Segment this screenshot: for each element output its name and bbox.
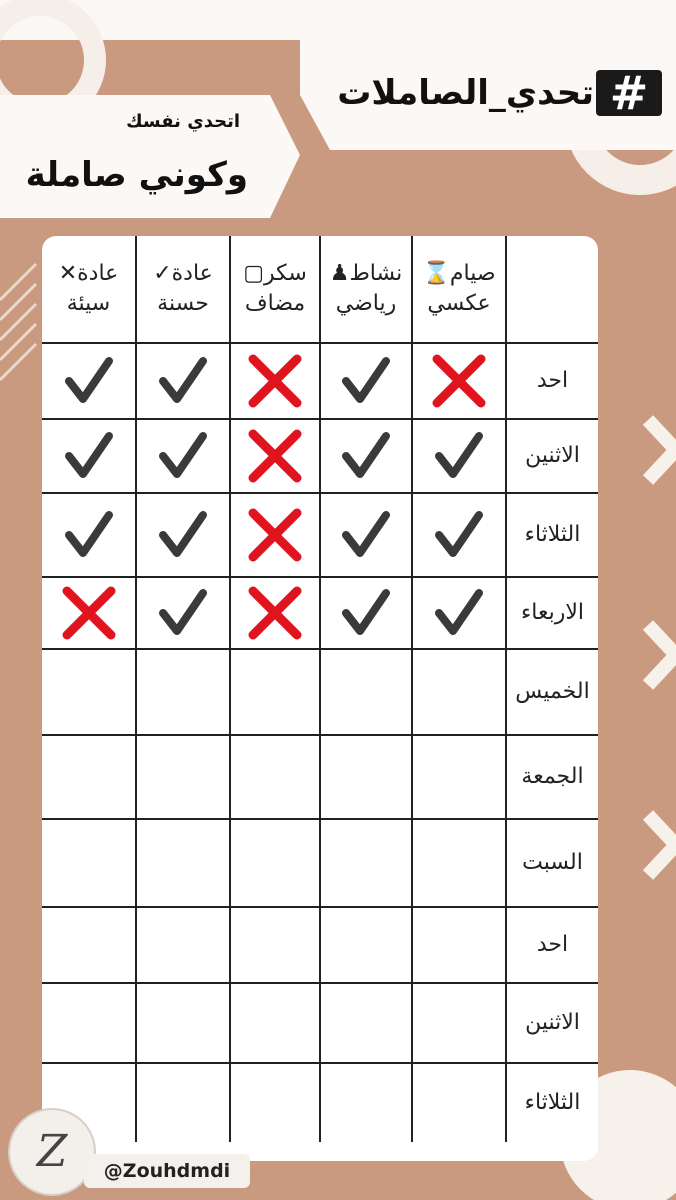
table-row bbox=[42, 1063, 598, 1142]
brand-logo: Z bbox=[8, 1108, 96, 1196]
mark-cell[interactable] bbox=[136, 419, 230, 493]
table-header-row bbox=[42, 236, 598, 343]
mark-cell[interactable] bbox=[412, 1063, 506, 1142]
mark-cell[interactable] bbox=[42, 819, 136, 907]
mark-cell[interactable] bbox=[136, 343, 230, 419]
mark-cell[interactable] bbox=[42, 907, 136, 983]
mark-cell[interactable] bbox=[136, 907, 230, 983]
mark-cell[interactable] bbox=[136, 577, 230, 649]
check-mark-icon bbox=[340, 587, 392, 639]
table-row bbox=[42, 343, 598, 419]
check-mark-icon bbox=[157, 430, 209, 482]
table-row bbox=[42, 735, 598, 819]
day-label: الاربعاء bbox=[506, 577, 598, 649]
col-header-bad-habit: ✕عادة سيئة bbox=[42, 236, 136, 343]
col-header-day bbox=[506, 236, 598, 343]
cross-mark-icon bbox=[247, 507, 303, 563]
subtitle-large: وكوني صاملة bbox=[25, 155, 248, 195]
cross-mark-icon bbox=[247, 353, 303, 409]
check-mark-icon bbox=[63, 509, 115, 561]
table-row bbox=[42, 983, 598, 1063]
mark-cell[interactable] bbox=[136, 649, 230, 735]
mark-cell[interactable] bbox=[320, 907, 412, 983]
col-header-added-sugar: ▢سكر مضاف bbox=[230, 236, 320, 343]
mark-cell[interactable] bbox=[230, 1063, 320, 1142]
mark-cell[interactable] bbox=[230, 577, 320, 649]
x-icon: ✕ bbox=[58, 261, 78, 286]
mark-cell[interactable] bbox=[136, 819, 230, 907]
mark-cell[interactable] bbox=[412, 735, 506, 819]
mark-cell[interactable] bbox=[230, 493, 320, 577]
check-mark-icon bbox=[157, 587, 209, 639]
mark-cell[interactable] bbox=[230, 907, 320, 983]
mark-cell[interactable] bbox=[320, 983, 412, 1063]
mark-cell[interactable] bbox=[230, 819, 320, 907]
mark-cell[interactable] bbox=[412, 907, 506, 983]
table-row bbox=[42, 649, 598, 735]
col-header-exercise: ♟نشاط رياضي bbox=[320, 236, 412, 343]
mark-cell[interactable] bbox=[412, 493, 506, 577]
mark-cell[interactable] bbox=[42, 983, 136, 1063]
mark-cell[interactable] bbox=[412, 419, 506, 493]
mark-cell[interactable] bbox=[230, 419, 320, 493]
cross-mark-icon bbox=[431, 353, 487, 409]
check-mark-icon bbox=[340, 430, 392, 482]
mark-cell[interactable] bbox=[230, 983, 320, 1063]
social-handle: @Zouhdmdi bbox=[84, 1154, 250, 1188]
sugar-cube-icon: ▢ bbox=[243, 261, 265, 286]
check-mark-icon bbox=[433, 587, 485, 639]
mark-cell[interactable] bbox=[136, 735, 230, 819]
mark-cell[interactable] bbox=[320, 343, 412, 419]
mark-cell[interactable] bbox=[136, 1063, 230, 1142]
cross-mark-icon bbox=[247, 428, 303, 484]
mark-cell[interactable] bbox=[42, 419, 136, 493]
day-label: الاثنين bbox=[506, 983, 598, 1063]
check-mark-icon bbox=[433, 430, 485, 482]
mark-cell[interactable] bbox=[320, 577, 412, 649]
check-icon: ✓ bbox=[153, 261, 172, 286]
check-mark-icon bbox=[157, 355, 209, 407]
habit-tracker-table bbox=[42, 236, 598, 1161]
mark-cell[interactable] bbox=[412, 819, 506, 907]
mark-cell[interactable] bbox=[320, 649, 412, 735]
day-label: الاثنين bbox=[506, 419, 598, 493]
check-mark-icon bbox=[433, 509, 485, 561]
day-label: الجمعة bbox=[506, 735, 598, 819]
col-header-good-habit: ✓عادة حسنة bbox=[136, 236, 230, 343]
mark-cell[interactable] bbox=[230, 343, 320, 419]
running-icon: ♟ bbox=[329, 261, 350, 286]
check-mark-icon bbox=[63, 430, 115, 482]
col-header-fasting: ⌛صيام عكسي bbox=[412, 236, 506, 343]
day-label: احد bbox=[506, 907, 598, 983]
hash-icon: # bbox=[596, 70, 662, 116]
subtitle-small: اتحدي نفسك bbox=[126, 111, 240, 132]
day-label: السبت bbox=[506, 819, 598, 907]
mark-cell[interactable] bbox=[412, 343, 506, 419]
table-row bbox=[42, 493, 598, 577]
table-row bbox=[42, 419, 598, 493]
cross-mark-icon bbox=[61, 585, 117, 641]
mark-cell[interactable] bbox=[42, 649, 136, 735]
mark-cell[interactable] bbox=[320, 493, 412, 577]
mark-cell[interactable] bbox=[412, 577, 506, 649]
day-label: الخميس bbox=[506, 649, 598, 735]
mark-cell[interactable] bbox=[42, 735, 136, 819]
cross-mark-icon bbox=[247, 585, 303, 641]
mark-cell[interactable] bbox=[230, 735, 320, 819]
mark-cell[interactable] bbox=[320, 735, 412, 819]
check-mark-icon bbox=[340, 509, 392, 561]
mark-cell[interactable] bbox=[230, 649, 320, 735]
hourglass-icon: ⌛ bbox=[422, 261, 450, 286]
mark-cell[interactable] bbox=[320, 819, 412, 907]
mark-cell[interactable] bbox=[42, 493, 136, 577]
mark-cell[interactable] bbox=[320, 1063, 412, 1142]
day-label: الثلاثاء bbox=[506, 1063, 598, 1142]
table-row bbox=[42, 819, 598, 907]
mark-cell[interactable] bbox=[42, 343, 136, 419]
mark-cell[interactable] bbox=[412, 983, 506, 1063]
check-mark-icon bbox=[63, 355, 115, 407]
mark-cell[interactable] bbox=[136, 983, 230, 1063]
page-title: تحدي_الصاملات bbox=[337, 73, 594, 113]
mark-cell[interactable] bbox=[412, 649, 506, 735]
check-mark-icon bbox=[340, 355, 392, 407]
mark-cell[interactable] bbox=[320, 419, 412, 493]
mark-cell[interactable] bbox=[42, 577, 136, 649]
day-label: الثلاثاء bbox=[506, 493, 598, 577]
check-mark-icon bbox=[157, 509, 209, 561]
mark-cell[interactable] bbox=[136, 493, 230, 577]
table-row bbox=[42, 577, 598, 649]
day-label: احد bbox=[506, 343, 598, 419]
table-row bbox=[42, 907, 598, 983]
